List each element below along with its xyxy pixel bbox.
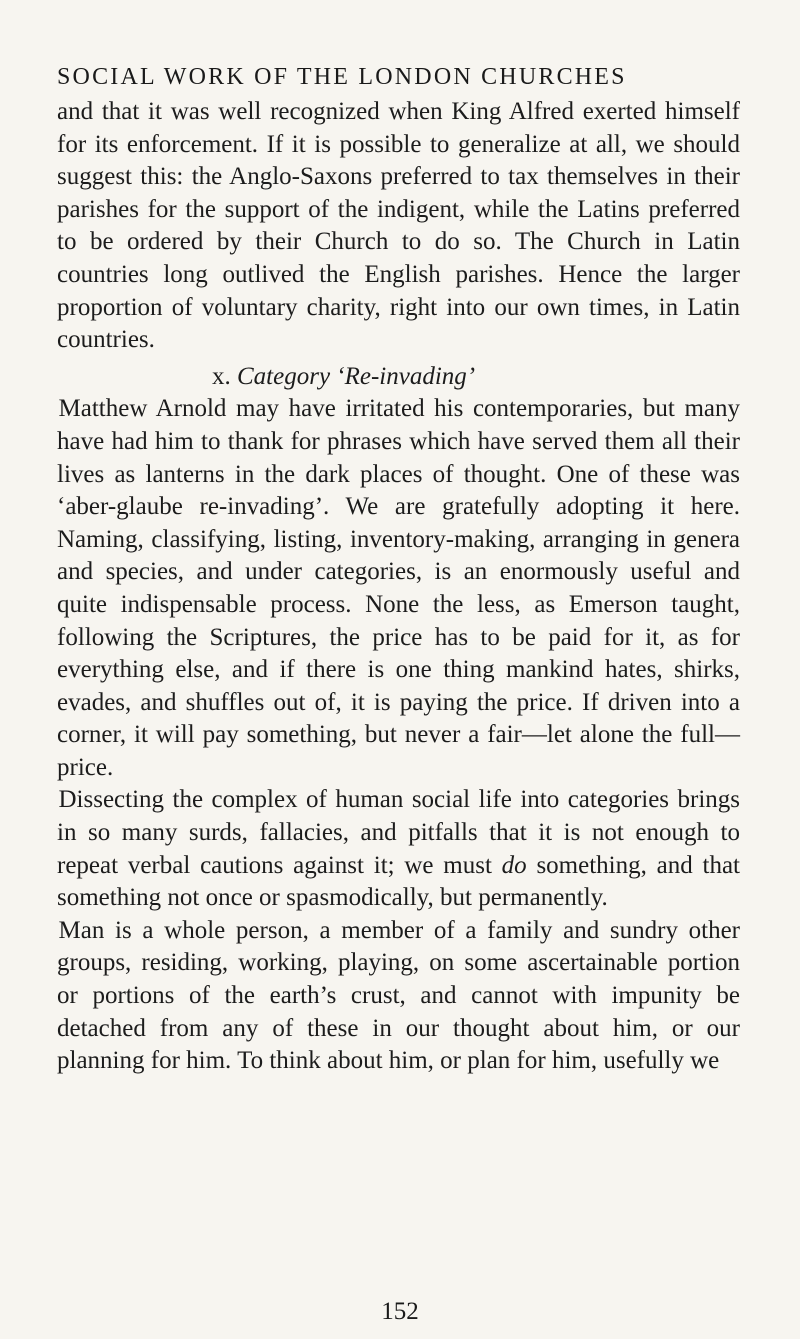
paragraph-dissecting-after: something, and that something not once or spasmodically, but permanently. [57, 851, 740, 912]
running-head: SOCIAL WORK OF THE LONDON CHURCHES [57, 64, 627, 90]
book-page [57, 62, 740, 1078]
page-number: 152 [381, 1298, 419, 1325]
paragraph-man-whole-person: Man is a whole person, a member of a family and sundry other groups, residing, working, playing, on some ascertainable portion or portions of the earth’s crust, and cannot with impunity be detached from any of these in our thought about him, or our planning for him. To think about him, or plan for him, usefully we [57, 916, 740, 1075]
section-title: Category ‘Re-invading’ [237, 362, 476, 390]
paragraph-alfred: and that it was well recognized when King Alfred exerted himself for its enforcement. If it is possible to generalize at all, we should suggest this: the Anglo-Saxons preferred to tax themselves in their parishes for the support of the indigent, while the Latins preferred to be ordered by their Church to do so. The Church in Latin countries long outlived the English parishes. Hence the larger proportion of voluntary charity, right into our own times, in Latin countries. [57, 98, 740, 354]
paragraph-matthew-arnold: Matthew Arnold may have irritated his contemporaries, but many have had him to thank for phrases which have served them all their lives as lanterns in the dark places of thought. One of these was ‘aber-glaube re-invading’. We are gratefully adopting it here. Naming, classifying, listing, inventory-making, arranging in genera and species, and under categories, is an enormously useful and quite indispensable process. None the less, as Emerson taught, following the Scriptures, the price has to be paid for it, as for everything else, and if there is one thing mankind hates, shirks, evades, and shuffles out of, it is paying the price. If driven into a corner, it will pay something, but never a fair—let alone the full—price. [57, 395, 740, 781]
paragraph-dissecting-before: Dissecting the complex of human social life into categories brings in so many surds, fallacies, and pitfalls that it is not enough to repeat verbal cautions against it; we must [57, 786, 740, 879]
section-heading [57, 361, 740, 394]
paragraph-dissecting [57, 784, 740, 914]
section-number: x. [212, 362, 231, 390]
paragraph-dissecting-emphasis: do [501, 851, 527, 879]
